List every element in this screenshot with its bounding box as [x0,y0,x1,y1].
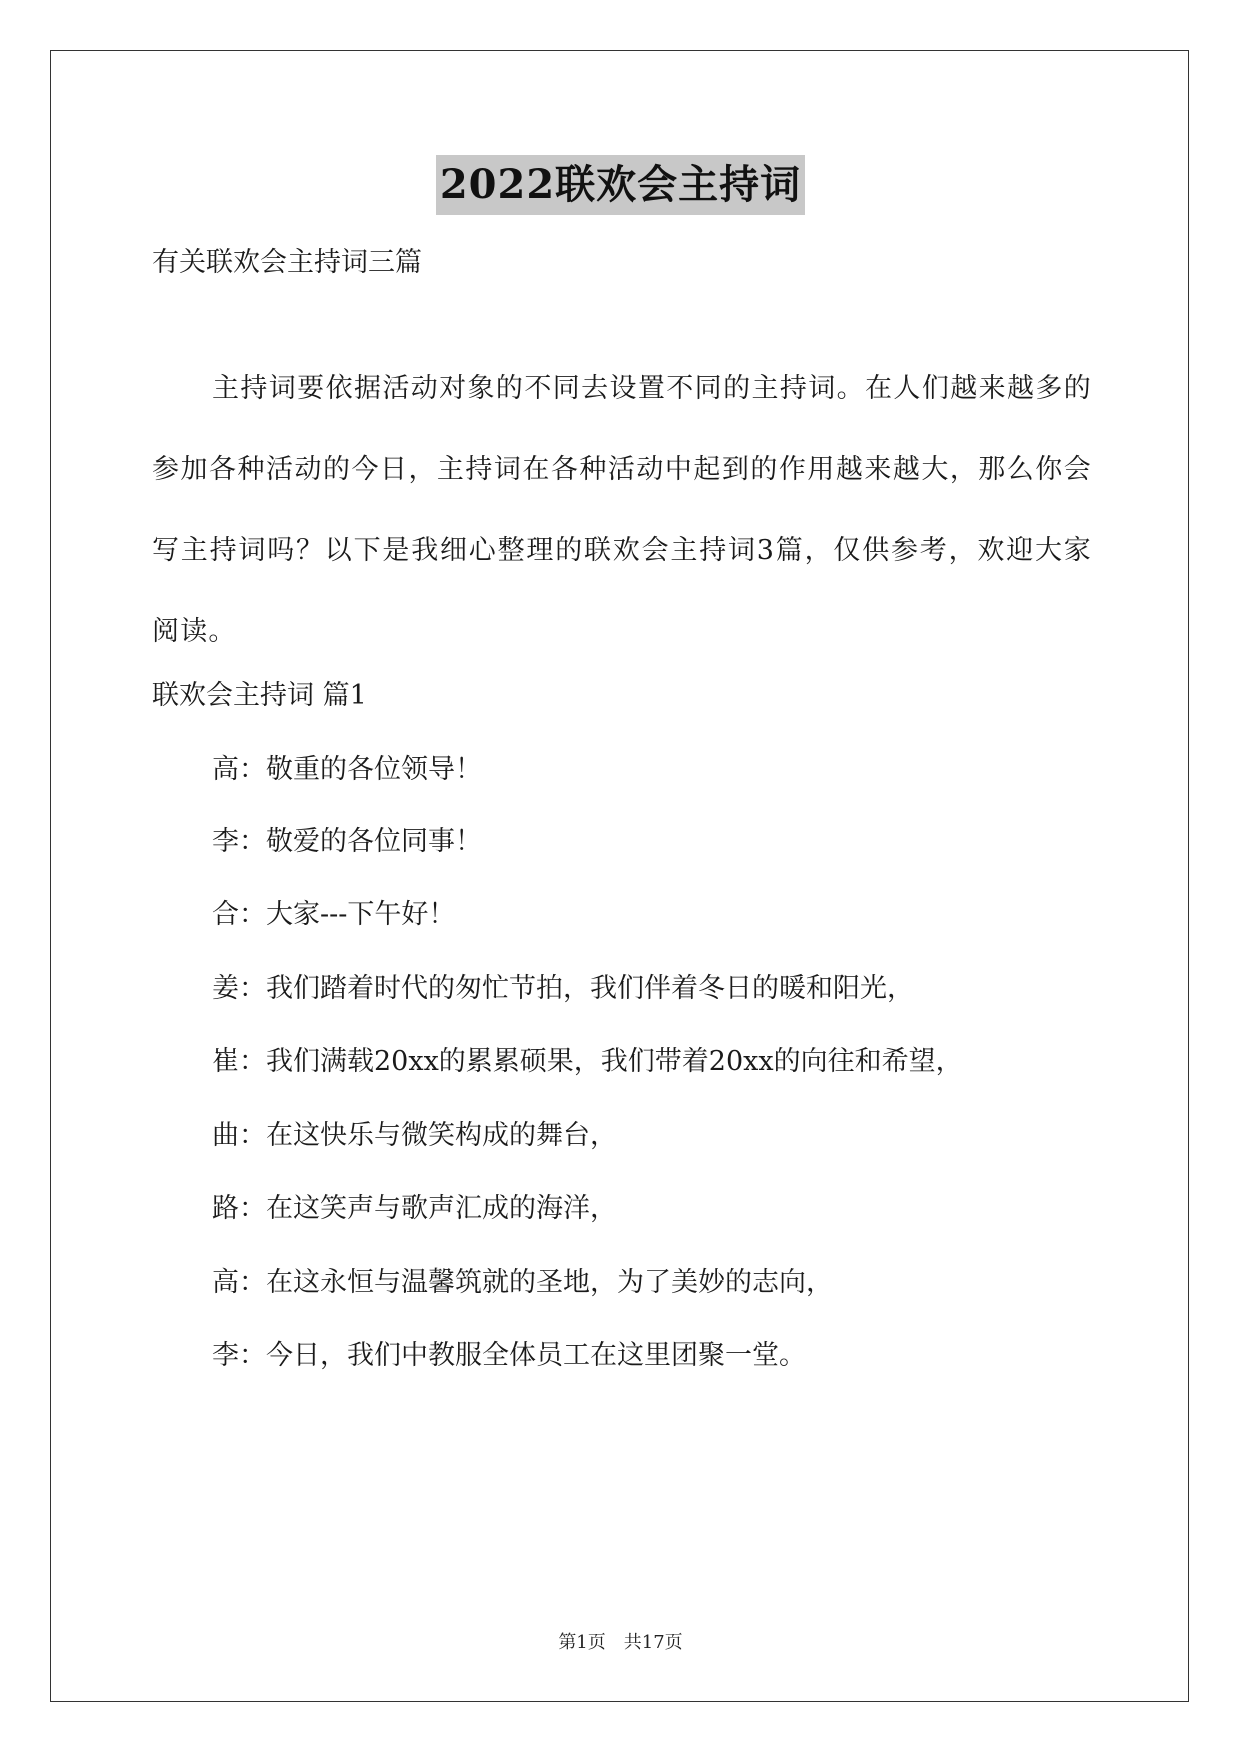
document-title: 2022联欢会主持词 [436,155,805,215]
dialogue-line: 高：在这永恒与温馨筑就的圣地，为了美妙的志向， [212,1267,833,1298]
intro-paragraph: 主持词要依据活动对象的不同去设置不同的主持词。在人们越来越多的参加各种活动的今日，主持词在各种活动中起到的作用越来越大，那么你会写主持词吗？以下是我细心整理的联欢会主持词3篇，仅供参考，欢迎大家阅读。 [152,373,1092,647]
section-heading: 联欢会主持词 篇1 [152,680,367,711]
dialogue-line: 路：在这笑声与歌声汇成的海洋， [212,1193,617,1224]
page-footer: 第1页 共17页 [558,1632,683,1653]
page-border [50,50,1189,1702]
dialogue-line: 合：大家---下午好！ [212,899,456,930]
dialogue-line: 崔：我们满载20xx的累累硕果，我们带着20xx的向往和希望， [212,1046,963,1077]
dialogue-line: 李：今日，我们中教服全体员工在这里团聚一堂。 [212,1340,806,1371]
dialogue-line: 姜：我们踏着时代的匆忙节拍，我们伴着冬日的暖和阳光， [212,973,914,1004]
dialogue-line: 曲：在这快乐与微笑构成的舞台， [212,1120,617,1151]
title-wrap [0,155,1241,215]
document-subtitle: 有关联欢会主持词三篇 [152,247,422,278]
dialogue-line: 李：敬爱的各位同事！ [212,826,482,857]
dialogue-line: 高：敬重的各位领导！ [212,754,482,785]
